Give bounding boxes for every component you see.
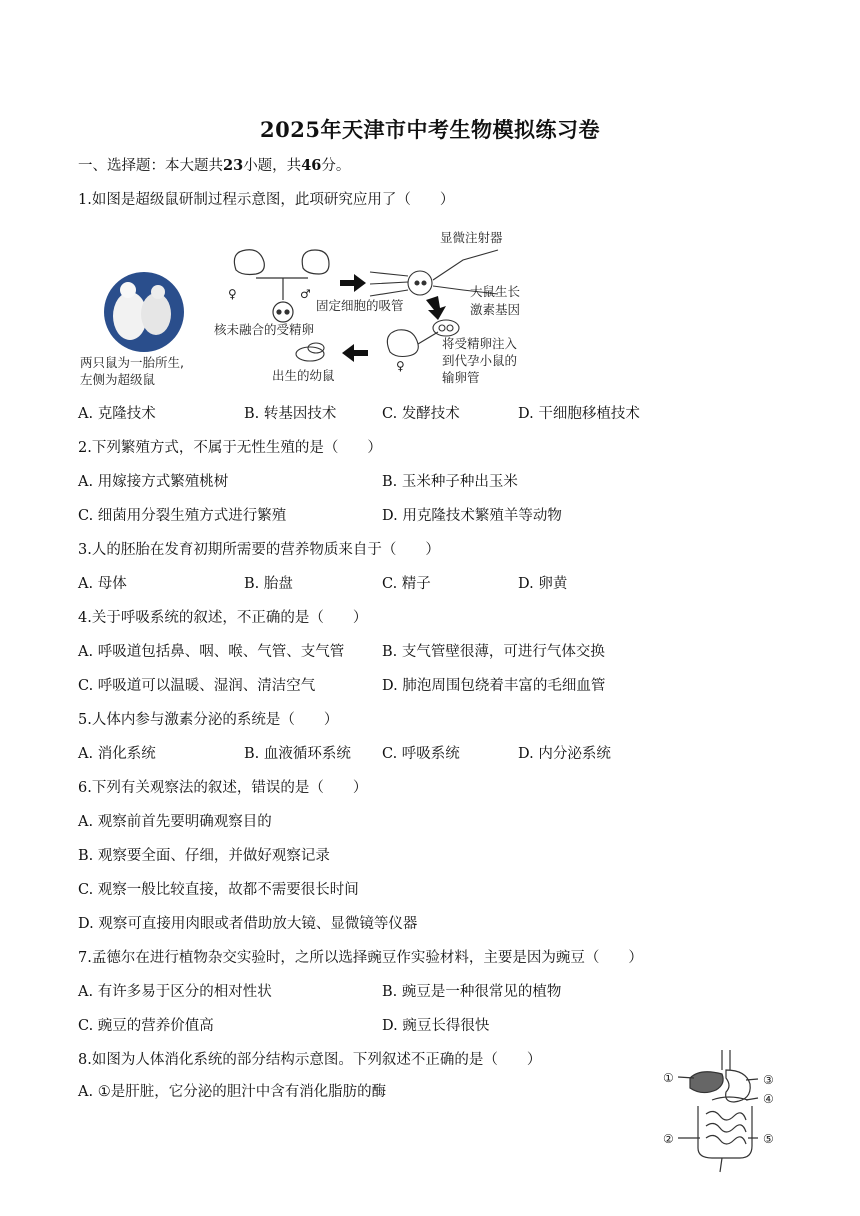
marker-4: ④: [763, 1092, 774, 1106]
q5-option-b: B. 血液循环系统: [244, 746, 351, 762]
q4-stem: 4.关于呼吸系统的叙述，不正确的是（ ）: [78, 610, 368, 626]
marker-5: ⑤: [763, 1132, 774, 1146]
q4-option-a: A. 呼吸道包括鼻、咽、喉、气管、支气管: [78, 644, 345, 660]
arrow-down-icon: [426, 296, 446, 320]
q3-stem: 3.人的胚胎在发育初期所需要的营养物质来自于（ ）: [78, 542, 440, 558]
q1-figure: [78, 220, 548, 400]
label-zygote: 核未融合的受精卵: [214, 322, 315, 337]
surrogate-female-symbol: ♀: [396, 359, 405, 373]
q7-option-c: C. 豌豆的营养价值高: [78, 1018, 214, 1034]
label-gene-2: 激素基因: [470, 302, 521, 317]
q1-option-b: B. 转基因技术: [244, 406, 337, 422]
q4-option-c: C. 呼吸道可以温暖、湿润、清洁空气: [78, 678, 316, 694]
liver-shape: [690, 1072, 723, 1093]
q1-option-d: D. 干细胞移植技术: [518, 406, 640, 422]
q6-option-c: C. 观察一般比较直接，故都不需要很长时间: [78, 882, 359, 898]
q5-stem: 5.人体内参与激素分泌的系统是（ ）: [78, 712, 339, 728]
label-inject-2: 到代孕小鼠的: [442, 353, 518, 368]
q7-option-d: D. 豌豆长得很快: [382, 1018, 490, 1034]
q2-option-b: B. 玉米种子种出玉米: [382, 474, 518, 490]
marker-1: ①: [663, 1071, 674, 1085]
q5-option-c: C. 呼吸系统: [382, 746, 460, 762]
male-symbol: ♂: [300, 287, 311, 301]
q7-option-b: B. 豌豆是一种很常见的植物: [382, 984, 562, 1000]
q2-stem: 2.下列繁殖方式，不属于无性生殖的是（ ）: [78, 440, 382, 456]
marker-2: ②: [663, 1132, 674, 1146]
parent-mice-icon: [234, 250, 329, 322]
photo-caption-2: 左侧为超级鼠: [80, 372, 156, 387]
arrow-left-icon: [342, 344, 368, 362]
label-pup: 出生的幼鼠: [272, 368, 335, 383]
question-count: 23: [223, 157, 244, 174]
q3-option-b: B. 胎盘: [244, 576, 293, 592]
label-inject-3: 输卵管: [442, 370, 480, 385]
small-intestine-shape: [706, 1111, 746, 1144]
q5-option-a: A. 消化系统: [78, 746, 156, 762]
label-injector: 显微注射器: [440, 230, 503, 245]
q6-option-a: A. 观察前首先要明确观察目的: [78, 814, 272, 830]
q3-option-c: C. 精子: [382, 576, 431, 592]
arrow-right-icon: [340, 274, 366, 292]
female-symbol: ♀: [228, 287, 237, 301]
photo-caption-1: 两只鼠为一胎所生,: [80, 355, 184, 370]
q2-option-d: D. 用克隆技术繁殖羊等动物: [382, 508, 562, 524]
label-pipette: 固定细胞的吸管: [316, 298, 404, 313]
q6-stem: 6.下列有关观察法的叙述，错误的是（ ）: [78, 780, 368, 796]
total-score: 46: [301, 157, 322, 174]
q8-stem: 8.如图为人体消化系统的部分结构示意图。下列叙述不正确的是（ ）: [78, 1052, 542, 1068]
q8-option-a: A. ①是肝脏，它分泌的胆汁中含有消化脂肪的酶: [78, 1084, 387, 1100]
q4-option-d: D. 肺泡周围包绕着丰富的毛细血管: [382, 678, 606, 694]
q6-option-d: D. 观察可直接用肉眼或者借助放大镜、显微镜等仪器: [78, 916, 418, 932]
q5-option-d: D. 内分泌系统: [518, 746, 611, 762]
q1-option-a: A. 克隆技术: [78, 406, 156, 422]
q8-digestive-figure: [660, 1048, 784, 1176]
q7-option-a: A. 有许多易于区分的相对性状: [78, 984, 272, 1000]
section-heading: 一、选择题：本大题共23小题，共46分。: [78, 157, 351, 174]
q2-option-c: C. 细菌用分裂生殖方式进行繁殖: [78, 508, 287, 524]
exam-title: 2025年天津市中考生物模拟练习卷: [260, 117, 600, 142]
q7-stem: 7.孟德尔在进行植物杂交实验时，之所以选择豌豆作实验材料，主要是因为豌豆（ ）: [78, 950, 643, 966]
q1-stem: 1.如图是超级鼠研制过程示意图，此项研究应用了（ ）: [78, 192, 455, 208]
q3-option-d: D. 卵黄: [518, 576, 568, 592]
q1-option-c: C. 发酵技术: [382, 406, 460, 422]
marker-3: ③: [763, 1073, 774, 1087]
q4-option-b: B. 支气管壁很薄，可进行气体交换: [382, 644, 605, 660]
pups-icon: [296, 343, 324, 361]
label-inject-1: 将受精卵注入: [442, 336, 518, 351]
q2-option-a: A. 用嫁接方式繁殖桃树: [78, 474, 229, 490]
q3-option-a: A. 母体: [78, 576, 127, 592]
label-gene-1: 大鼠生长: [470, 284, 521, 299]
q6-option-b: B. 观察要全面、仔细，并做好观察记录: [78, 848, 330, 864]
